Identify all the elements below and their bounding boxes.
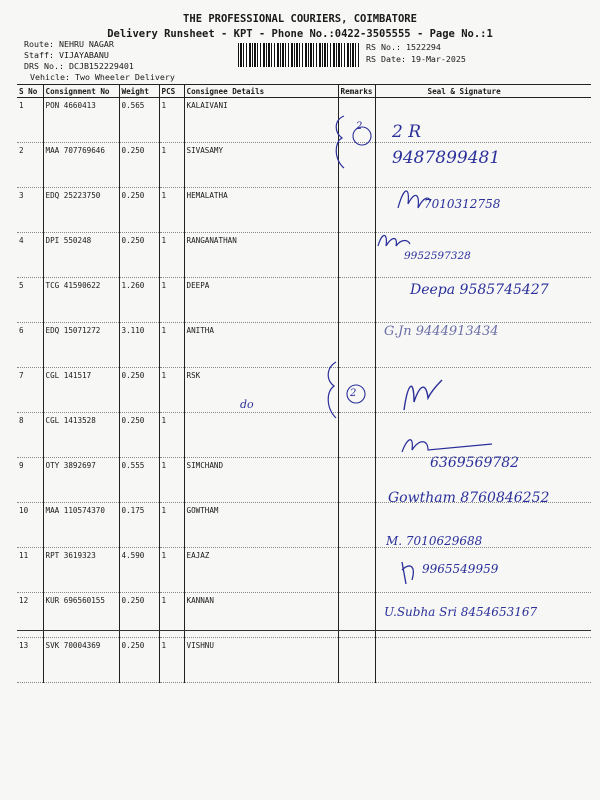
table-row xyxy=(17,548,591,593)
sno: 9 xyxy=(17,458,43,503)
consignee: KANNAN xyxy=(184,593,338,638)
table-header xyxy=(17,85,591,98)
table-row xyxy=(17,323,591,368)
vehicle-label: Vehicle: Two Wheeler Delivery xyxy=(30,72,175,82)
table-row xyxy=(17,188,591,233)
remarks xyxy=(338,458,375,503)
remarks xyxy=(338,278,375,323)
table-row xyxy=(17,413,591,458)
pcs: 1 xyxy=(159,593,184,638)
pcs: 1 xyxy=(159,98,184,143)
sno: 7 xyxy=(17,368,43,413)
pcs: 1 xyxy=(159,278,184,323)
handwritten-phone-row-12: 9965549959 xyxy=(422,562,499,576)
sno: 5 xyxy=(17,278,43,323)
consignment-no: KUR 696560155 xyxy=(43,593,119,638)
remark-bracket-icon xyxy=(322,358,374,422)
handwritten-sign-row-10: Gowtham 8760846252 xyxy=(388,490,550,506)
weight: 3.110 xyxy=(119,323,159,368)
consignee: DEEPA xyxy=(184,278,338,323)
consignment-no: DPI 550248 xyxy=(43,233,119,278)
table-row xyxy=(17,98,591,143)
remarks xyxy=(338,638,375,683)
runsheet-title: Delivery Runsheet - KPT - Phone No.:0422-3505555 - Page No.:1 xyxy=(107,28,493,40)
col-consignee: Consignee Details xyxy=(184,85,338,98)
consignment-no: RPT 3619323 xyxy=(43,548,119,593)
signature-scribble-icon xyxy=(398,372,444,416)
consignee: SIMCHAND xyxy=(184,458,338,503)
sno: 13 xyxy=(17,638,43,683)
remarks xyxy=(338,548,375,593)
weight: 0.250 xyxy=(119,638,159,683)
consignee xyxy=(184,413,338,458)
pcs: 1 xyxy=(159,188,184,233)
signature-cell xyxy=(375,638,591,683)
weight: 0.250 xyxy=(119,143,159,188)
pcs: 1 xyxy=(159,503,184,548)
sno: 4 xyxy=(17,233,43,278)
col-remarks: Remarks xyxy=(338,85,375,98)
sno: 12 xyxy=(17,593,43,638)
sno: 2 xyxy=(17,143,43,188)
handwritten-sign-row-6: G.Jn 9444913434 xyxy=(384,324,499,339)
col-consignment: Consignment No xyxy=(43,85,119,98)
delivery-table xyxy=(17,84,591,683)
pcs: 1 xyxy=(159,458,184,503)
handwritten-phone-row-2: 9487899481 xyxy=(392,148,501,168)
pcs: 1 xyxy=(159,143,184,188)
route-label: Route: NEHRU NAGAR xyxy=(24,39,114,49)
col-sno: S No xyxy=(17,85,43,98)
drs-number: DRS No.: DCJB152229401 xyxy=(24,61,134,71)
consignment-no: TCG 41590622 xyxy=(43,278,119,323)
table-row xyxy=(17,233,591,278)
weight: 0.250 xyxy=(119,233,159,278)
barcode xyxy=(238,43,360,67)
sno: 11 xyxy=(17,548,43,593)
consignee: VISHNU xyxy=(184,638,338,683)
pcs: 1 xyxy=(159,548,184,593)
consignment-no: PON 4660413 xyxy=(43,98,119,143)
consignee: KALAIVANI xyxy=(184,98,338,143)
col-weight: Weight xyxy=(119,85,159,98)
signature-row-1: 2 R xyxy=(392,122,422,142)
table-row xyxy=(17,503,591,548)
pcs: 1 xyxy=(159,233,184,278)
rs-number: RS No.: 1522294 xyxy=(366,42,441,52)
signature-scribble-icon xyxy=(398,558,422,588)
pcs: 1 xyxy=(159,638,184,683)
handwritten-phone-row-4: 9952597328 xyxy=(404,250,471,262)
consignment-no: EDQ 25223750 xyxy=(43,188,119,233)
remarks xyxy=(338,503,375,548)
company-title: THE PROFESSIONAL COURIERS, COIMBATORE xyxy=(183,13,417,25)
col-pcs: PCS xyxy=(159,85,184,98)
weight: 0.250 xyxy=(119,368,159,413)
weight: 1.260 xyxy=(119,278,159,323)
handwritten-sign-row-5: Deepa 9585745427 xyxy=(410,282,549,298)
sno: 8 xyxy=(17,413,43,458)
consignee: SIVASAMY xyxy=(184,143,338,188)
consignment-no: EDQ 15071272 xyxy=(43,323,119,368)
table-row xyxy=(17,368,591,413)
col-signature: Seal & Signature xyxy=(375,85,591,98)
consignee: RSK xyxy=(184,368,338,413)
signature-scribble-icon xyxy=(374,228,414,252)
weight: 0.250 xyxy=(119,188,159,233)
pcs: 1 xyxy=(159,368,184,413)
consignment-no: CGL 1413528 xyxy=(43,413,119,458)
table-bottom-rule xyxy=(17,630,591,631)
weight: 4.590 xyxy=(119,548,159,593)
weight: 0.565 xyxy=(119,98,159,143)
consignment-no: MAA 707769646 xyxy=(43,143,119,188)
remark-circled-number: 2 xyxy=(356,121,363,132)
table-row xyxy=(17,143,591,188)
staff-label: Staff: VIJAYABANU xyxy=(24,50,109,60)
remark-bracket-icon xyxy=(330,112,380,174)
handwritten-phone-row-9: 6369569782 xyxy=(430,455,520,471)
sno: 1 xyxy=(17,98,43,143)
handwritten-sign-row-11: M. 7010629688 xyxy=(386,534,483,548)
weight: 0.175 xyxy=(119,503,159,548)
sno: 10 xyxy=(17,503,43,548)
handwritten-ditto-row-8: do xyxy=(240,398,254,411)
rs-date: RS Date: 19-Mar-2025 xyxy=(366,54,466,64)
weight: 0.250 xyxy=(119,593,159,638)
consignment-no: SVK 70004369 xyxy=(43,638,119,683)
remarks xyxy=(338,188,375,233)
weight: 0.250 xyxy=(119,413,159,458)
pcs: 1 xyxy=(159,413,184,458)
consignee: ANITHA xyxy=(184,323,338,368)
handwritten-sign-row-13: U.Subha Sri 8454653167 xyxy=(384,605,538,619)
consignee: HEMALATHA xyxy=(184,188,338,233)
handwritten-phone-row-3: 7010312758 xyxy=(424,197,501,211)
consignment-no: OTY 3892697 xyxy=(43,458,119,503)
consignment-no: CGL 141517 xyxy=(43,368,119,413)
consignee: GOWTHAM xyxy=(184,503,338,548)
remark-circled-number: 2 xyxy=(350,388,357,399)
remarks xyxy=(338,233,375,278)
pcs: 1 xyxy=(159,323,184,368)
table-row xyxy=(17,638,591,683)
sno: 6 xyxy=(17,323,43,368)
consignment-no: MAA 110574370 xyxy=(43,503,119,548)
weight: 0.555 xyxy=(119,458,159,503)
sno: 3 xyxy=(17,188,43,233)
consignee: RANGANATHAN xyxy=(184,233,338,278)
consignee: EAJAZ xyxy=(184,548,338,593)
